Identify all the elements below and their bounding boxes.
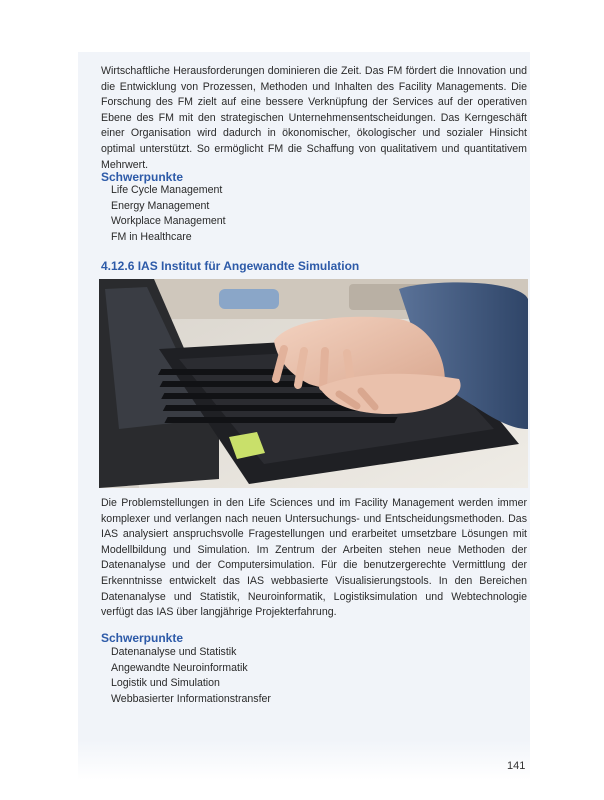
list-item: Angewandte Neuroinformatik xyxy=(111,661,248,674)
list-item: Energy Management xyxy=(111,199,210,212)
intro-paragraph xyxy=(101,64,527,173)
section1-list xyxy=(111,183,226,245)
page-fade xyxy=(78,740,530,780)
laptop-typing-illustration xyxy=(99,279,528,488)
body-text: Die Problemstellungen in den Life Sciences und im Facility Management werden immer komplexer und verlangen nach neuen Untersuchungs- und Entscheidungsmethoden. Das IAS analysiert anspruchsvolle Fragestellungen und erarbeitet umsetzbare Lösungen mit Modellbildung und Simulation. Im Zentrum der Arbeiten stehen neue Methoden der Datenanalyse und der Computersimulation. Für die benutzergerechte Vermittlung der Erkenntnisse entwickelt das IAS webbasierte Visualisierungstools. In den Bereichen Datenanalyse und Statistik, Neuroinformatik, Logistiksimulation und Webtechnologie verfügt das IAS über langjährige Projekterfahrung. xyxy=(101,497,527,619)
intro-text: Wirtschaftliche Herausforderungen dominieren die Zeit. Das FM fördert die Innovation und die Entwicklung von Prozessen, Methoden und Inhalten des Facility Managements. Die Forschung des FM zielt auf eine bessere Verknüpfung der Services auf der operativen Ebene des FM mit den strategischen Unternehmensentscheidungen. Das Kerngeschäft einer Organisation wird dadurch in ökonomischer, ökologischer und sozialer Hinsicht optimal unterstützt. So ermöglicht FM die Schaffung von qualitativem und quantitativem Mehrwert. xyxy=(101,65,527,171)
list-item: Webbasierter Informationstransfer xyxy=(111,692,271,705)
laptop-typing-photo xyxy=(99,279,528,488)
section-title: 4.12.6 IAS Institut für Angewandte Simulation xyxy=(101,259,360,273)
section2-list xyxy=(111,645,271,707)
list-item: Life Cycle Management xyxy=(111,184,223,196)
list-item: FM in Healthcare xyxy=(111,230,192,243)
body-paragraph xyxy=(101,496,527,621)
list-item: Logistik und Simulation xyxy=(111,677,220,690)
section2-heading: Schwerpunkte xyxy=(101,631,184,645)
page-number: 141 xyxy=(507,760,526,772)
list-item: Datenanalyse und Statistik xyxy=(111,646,237,658)
list-item: Workplace Management xyxy=(111,215,226,228)
section1-heading: Schwerpunkte xyxy=(101,170,184,184)
